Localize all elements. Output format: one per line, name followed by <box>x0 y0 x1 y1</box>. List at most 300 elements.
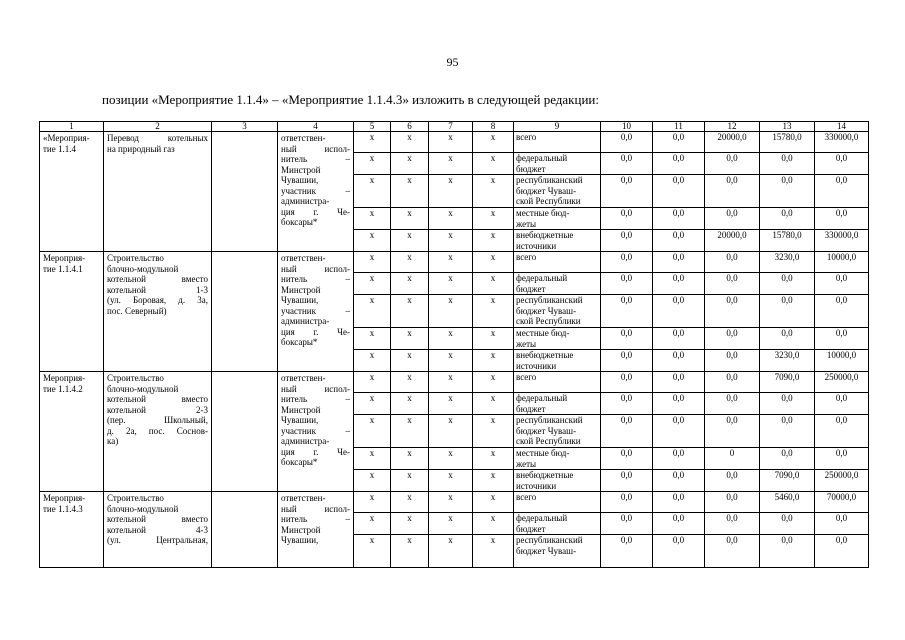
column-3-cell <box>212 372 278 492</box>
value-v13: 15780,0 <box>760 132 815 153</box>
mark-cell: x <box>473 175 514 208</box>
value-v14: 0,0 <box>815 175 869 208</box>
value-v12: 0,0 <box>705 393 760 415</box>
value-v11: 0,0 <box>653 208 705 230</box>
funding-source-line: федеральный <box>516 393 568 403</box>
measure-description <box>104 252 212 372</box>
column-header-9: 9 <box>514 122 601 132</box>
executor-line: ция г. Че- <box>281 326 350 337</box>
executor-line: ответствен- <box>281 253 326 263</box>
funding-source <box>514 513 601 535</box>
measure-description-line: Строительство <box>107 493 164 503</box>
measure-name-line: тие 1.1.4.2 <box>43 383 83 394</box>
value-v11: 0,0 <box>653 295 705 328</box>
column-header-3: 3 <box>212 122 278 132</box>
mark-cell: x <box>473 350 514 372</box>
value-v10: 0,0 <box>601 448 653 470</box>
mark-cell: x <box>473 132 514 153</box>
value-v12: 0 <box>705 448 760 470</box>
value-v11: 0,0 <box>653 230 705 252</box>
executor-line: боксары* <box>281 217 318 227</box>
value-v12: 0,0 <box>705 295 760 328</box>
mark-cell: x <box>473 295 514 328</box>
value-v13: 0,0 <box>760 328 815 350</box>
executor-line: администра- <box>281 316 330 326</box>
mark-cell: x <box>354 535 391 568</box>
funding-source-line: бюджет <box>516 283 546 294</box>
value-v12: 0,0 <box>705 372 760 393</box>
value-v10: 0,0 <box>601 492 653 513</box>
mark-cell: x <box>429 252 473 273</box>
executor-line: нитель – <box>281 514 350 524</box>
column-header-14: 14 <box>815 122 869 132</box>
mark-cell: x <box>354 208 391 230</box>
funding-source-line: местные бюд- <box>516 448 570 458</box>
funding-source-line: внебюджетные <box>516 230 574 240</box>
value-v10: 0,0 <box>601 208 653 230</box>
funding-source-line: внебюджетные <box>516 470 574 480</box>
funding-source <box>514 175 601 208</box>
measure-name <box>40 252 104 372</box>
funding-source-line: ской Республики <box>516 196 581 206</box>
value-v12: 0,0 <box>705 273 760 295</box>
measure-description-line: на природный газ <box>107 143 175 154</box>
mark-cell: x <box>429 273 473 295</box>
executor-line: ция г. Че- <box>281 206 350 217</box>
value-v13: 0,0 <box>760 295 815 328</box>
executor <box>278 372 354 492</box>
value-v11: 0,0 <box>653 132 705 153</box>
mark-cell: x <box>429 448 473 470</box>
funding-source <box>514 415 601 448</box>
value-v11: 0,0 <box>653 448 705 470</box>
mark-cell: x <box>473 273 514 295</box>
funding-source-line: бюджет <box>516 523 546 534</box>
funding-source <box>514 230 601 252</box>
executor-line: Чувашии, <box>281 415 319 425</box>
executor-line: ция г. Че- <box>281 446 350 457</box>
value-v14: 250000,0 <box>815 372 869 393</box>
mark-cell: x <box>473 208 514 230</box>
column-3-cell <box>212 132 278 252</box>
funding-source <box>514 252 601 273</box>
value-v10: 0,0 <box>601 175 653 208</box>
executor <box>278 492 354 568</box>
mark-cell: x <box>429 132 473 153</box>
funding-source <box>514 273 601 295</box>
mark-cell: x <box>391 132 429 153</box>
funding-source <box>514 470 601 492</box>
column-header-10: 10 <box>601 122 653 132</box>
mark-cell: x <box>429 372 473 393</box>
value-v10: 0,0 <box>601 372 653 393</box>
value-v14: 10000,0 <box>815 252 869 273</box>
measure-name <box>40 492 104 568</box>
mark-cell: x <box>429 470 473 492</box>
executor-line: участник – <box>281 185 350 196</box>
value-v10: 0,0 <box>601 470 653 492</box>
mark-cell: x <box>473 513 514 535</box>
funding-source-line: жеты <box>516 338 537 349</box>
mark-cell: x <box>429 513 473 535</box>
mark-cell: x <box>473 535 514 568</box>
executor-line: ный испол- <box>281 143 350 154</box>
measure-description-line: блочно-модульной <box>107 263 179 274</box>
executor-line: боксары* <box>281 337 318 347</box>
mark-cell: x <box>354 295 391 328</box>
funding-source <box>514 328 601 350</box>
executor <box>278 252 354 372</box>
table-row <box>40 132 869 153</box>
funding-source <box>514 492 601 513</box>
value-v14: 0,0 <box>815 295 869 328</box>
value-v12: 0,0 <box>705 415 760 448</box>
mark-cell: x <box>473 252 514 273</box>
measure-name-line: тие 1.1.4 <box>43 143 76 154</box>
measure-description-line: блочно-модульной <box>107 503 179 514</box>
funding-source <box>514 208 601 230</box>
value-v14: 0,0 <box>815 393 869 415</box>
funding-source-line: всего <box>516 492 537 502</box>
funding-source-line: федеральный <box>516 513 568 523</box>
mark-cell: x <box>391 372 429 393</box>
mark-cell: x <box>391 393 429 415</box>
value-v12: 0,0 <box>705 350 760 372</box>
mark-cell: x <box>473 372 514 393</box>
measure-description <box>104 132 212 252</box>
funding-source-line: республиканский <box>516 535 583 545</box>
mark-cell: x <box>354 492 391 513</box>
executor-line: Минстрой <box>281 164 321 175</box>
measure-description-line: (ул. Боровая, д. 3а, <box>107 295 208 305</box>
funding-source-line: республиканский <box>516 415 583 425</box>
mark-cell: x <box>473 328 514 350</box>
mark-cell: x <box>473 470 514 492</box>
value-v12: 0,0 <box>705 252 760 273</box>
value-v14: 330000,0 <box>815 132 869 153</box>
executor-line: ный испол- <box>281 383 350 394</box>
funding-source-line: республиканский <box>516 295 583 305</box>
value-v11: 0,0 <box>653 350 705 372</box>
funding-source-line: источники <box>516 240 557 251</box>
value-v10: 0,0 <box>601 328 653 350</box>
value-v13: 0,0 <box>760 153 815 175</box>
executor-line: Минстрой <box>281 404 321 415</box>
funding-source <box>514 372 601 393</box>
mark-cell: x <box>391 295 429 328</box>
column-header-5: 5 <box>354 122 391 132</box>
table-row <box>40 372 869 393</box>
value-v12: 0,0 <box>705 492 760 513</box>
value-v13: 0,0 <box>760 208 815 230</box>
mark-cell: x <box>429 535 473 568</box>
value-v10: 0,0 <box>601 415 653 448</box>
mark-cell: x <box>473 448 514 470</box>
value-v13: 15780,0 <box>760 230 815 252</box>
measure-description-line: котельной вместо <box>107 274 208 284</box>
value-v10: 0,0 <box>601 252 653 273</box>
executor-line: Минстрой <box>281 284 321 295</box>
funding-source-line: бюджет <box>516 163 546 174</box>
mark-cell: x <box>354 230 391 252</box>
measure-description-line: (пер. Школьный, <box>107 415 208 425</box>
value-v13: 3230,0 <box>760 252 815 273</box>
value-v13: 0,0 <box>760 415 815 448</box>
funding-source-line: бюджет Чуваш- <box>516 185 577 196</box>
value-v14: 0,0 <box>815 328 869 350</box>
mark-cell: x <box>391 252 429 273</box>
value-v13: 0,0 <box>760 273 815 295</box>
measure-description-line: котельной вместо <box>107 514 208 524</box>
mark-cell: x <box>429 393 473 415</box>
measure-name-line: Мероприя- <box>43 253 86 263</box>
value-v14: 70000,0 <box>815 492 869 513</box>
page-number: 95 <box>446 55 459 69</box>
executor-line: ответствен- <box>281 373 326 383</box>
value-v13: 0,0 <box>760 448 815 470</box>
value-v11: 0,0 <box>653 393 705 415</box>
column-header-6: 6 <box>391 122 429 132</box>
intro-text: позиции «Мероприятие 1.1.4» – «Мероприятие 1.1.4.3» изложить в следующей редакции: <box>102 92 599 107</box>
mark-cell: x <box>473 393 514 415</box>
value-v11: 0,0 <box>653 175 705 208</box>
funding-source-line: жеты <box>516 458 537 469</box>
value-v12: 0,0 <box>705 208 760 230</box>
executor-line: ответствен- <box>281 133 326 143</box>
column-header-12: 12 <box>705 122 760 132</box>
value-v11: 0,0 <box>653 415 705 448</box>
value-v11: 0,0 <box>653 470 705 492</box>
value-v10: 0,0 <box>601 350 653 372</box>
mark-cell: x <box>429 350 473 372</box>
executor-line: нитель – <box>281 274 350 284</box>
funding-source-line: бюджет <box>516 403 546 414</box>
value-v14: 0,0 <box>815 415 869 448</box>
executor-line: Чувашии, <box>281 175 319 185</box>
value-v12: 20000,0 <box>705 132 760 153</box>
measures-table <box>39 121 869 568</box>
funding-source-line: внебюджетные <box>516 350 574 360</box>
mark-cell: x <box>354 175 391 208</box>
funding-source-line: всего <box>516 252 537 262</box>
funding-source-line: жеты <box>516 218 537 229</box>
funding-source-line: местные бюд- <box>516 208 570 218</box>
value-v11: 0,0 <box>653 153 705 175</box>
funding-source-line: бюджет Чуваш- <box>516 425 577 436</box>
mark-cell: x <box>429 208 473 230</box>
value-v11: 0,0 <box>653 273 705 295</box>
funding-source <box>514 132 601 153</box>
mark-cell: x <box>391 535 429 568</box>
mark-cell: x <box>354 393 391 415</box>
mark-cell: x <box>391 350 429 372</box>
executor-line: администра- <box>281 436 330 446</box>
value-v14: 250000,0 <box>815 470 869 492</box>
mark-cell: x <box>391 328 429 350</box>
funding-source-line: республиканский <box>516 175 583 185</box>
column-3-cell <box>212 492 278 568</box>
funding-source <box>514 393 601 415</box>
measure-name <box>40 372 104 492</box>
executor-line: Чувашии, <box>281 535 319 545</box>
column-header-4: 4 <box>278 122 354 132</box>
mark-cell: x <box>354 372 391 393</box>
value-v14: 0,0 <box>815 448 869 470</box>
measure-description-line: ка) <box>107 436 119 446</box>
mark-cell: x <box>429 230 473 252</box>
funding-source-line: местные бюд- <box>516 328 570 338</box>
executor-line: боксары* <box>281 457 318 467</box>
executor-line: ный испол- <box>281 263 350 274</box>
funding-source-line: всего <box>516 372 537 382</box>
executor <box>278 132 354 252</box>
mark-cell: x <box>354 350 391 372</box>
mark-cell: x <box>429 153 473 175</box>
measure-name-line: «Мероприя- <box>43 133 90 143</box>
column-header-11: 11 <box>653 122 705 132</box>
value-v14: 0,0 <box>815 513 869 535</box>
column-3-cell <box>212 252 278 372</box>
measure-description-line: Строительство <box>107 373 164 383</box>
executor-line: нитель – <box>281 394 350 404</box>
value-v13: 3230,0 <box>760 350 815 372</box>
funding-source-line: источники <box>516 480 557 491</box>
measure-description <box>104 372 212 492</box>
mark-cell: x <box>391 470 429 492</box>
mark-cell: x <box>391 448 429 470</box>
value-v12: 0,0 <box>705 513 760 535</box>
value-v13: 7090,0 <box>760 470 815 492</box>
executor-line: ответствен- <box>281 493 326 503</box>
measure-description-line: д. 2а, пос. Соснов- <box>107 425 208 436</box>
executor-line: нитель – <box>281 154 350 164</box>
mark-cell: x <box>473 230 514 252</box>
mark-cell: x <box>354 513 391 535</box>
mark-cell: x <box>429 175 473 208</box>
executor-line: ный испол- <box>281 503 350 514</box>
mark-cell: x <box>473 153 514 175</box>
mark-cell: x <box>391 273 429 295</box>
value-v12: 0,0 <box>705 470 760 492</box>
mark-cell: x <box>354 415 391 448</box>
measure-description-line: котельной вместо <box>107 394 208 404</box>
mark-cell: x <box>429 328 473 350</box>
value-v14: 0,0 <box>815 535 869 568</box>
funding-source-line: источники <box>516 360 557 371</box>
value-v11: 0,0 <box>653 492 705 513</box>
measure-description-line: котельной 1-3 <box>107 284 208 295</box>
value-v14: 0,0 <box>815 208 869 230</box>
mark-cell: x <box>391 175 429 208</box>
measure-description-line: (ул. Центральная, <box>107 535 208 545</box>
mark-cell: x <box>473 492 514 513</box>
measure-name-line: тие 1.1.4.3 <box>43 503 83 514</box>
funding-source <box>514 153 601 175</box>
value-v10: 0,0 <box>601 295 653 328</box>
value-v12: 20000,0 <box>705 230 760 252</box>
executor-line: участник – <box>281 305 350 316</box>
executor-line: Чувашии, <box>281 295 319 305</box>
value-v13: 0,0 <box>760 175 815 208</box>
value-v10: 0,0 <box>601 230 653 252</box>
value-v11: 0,0 <box>653 513 705 535</box>
value-v10: 0,0 <box>601 535 653 568</box>
mark-cell: x <box>429 295 473 328</box>
column-header-1: 1 <box>40 122 104 132</box>
mark-cell: x <box>354 470 391 492</box>
measure-name <box>40 132 104 252</box>
mark-cell: x <box>391 415 429 448</box>
header-row <box>40 122 869 132</box>
value-v10: 0,0 <box>601 132 653 153</box>
mark-cell: x <box>429 415 473 448</box>
measure-description-line: котельной 4-3 <box>107 524 208 535</box>
value-v12: 0,0 <box>705 535 760 568</box>
executor-line: администра- <box>281 196 330 206</box>
value-v10: 0,0 <box>601 153 653 175</box>
measure-name-line: тие 1.1.4.1 <box>43 263 83 274</box>
value-v12: 0,0 <box>705 175 760 208</box>
measure-description-line: пос. Северный) <box>107 305 167 316</box>
mark-cell: x <box>354 448 391 470</box>
value-v10: 0,0 <box>601 513 653 535</box>
value-v14: 0,0 <box>815 153 869 175</box>
funding-source <box>514 535 601 568</box>
funding-source <box>514 295 601 328</box>
value-v11: 0,0 <box>653 372 705 393</box>
measure-name-line: Мероприя- <box>43 493 86 503</box>
table-row <box>40 492 869 513</box>
mark-cell: x <box>391 230 429 252</box>
measure-description <box>104 492 212 568</box>
value-v13: 0,0 <box>760 535 815 568</box>
funding-source-line: ской Республики <box>516 316 581 326</box>
value-v11: 0,0 <box>653 328 705 350</box>
measure-description-line: Перевод котельных <box>107 133 208 143</box>
value-v11: 0,0 <box>653 252 705 273</box>
funding-source <box>514 350 601 372</box>
value-v12: 0,0 <box>705 153 760 175</box>
value-v11: 0,0 <box>653 535 705 568</box>
value-v14: 10000,0 <box>815 350 869 372</box>
executor-line: Минстрой <box>281 524 321 535</box>
mark-cell: x <box>391 492 429 513</box>
mark-cell: x <box>473 415 514 448</box>
mark-cell: x <box>391 153 429 175</box>
funding-source-line: ской Республики <box>516 436 581 446</box>
funding-source-line: федеральный <box>516 153 568 163</box>
value-v13: 0,0 <box>760 393 815 415</box>
funding-source-line: бюджет Чуваш- <box>516 305 577 316</box>
mark-cell: x <box>429 492 473 513</box>
column-header-13: 13 <box>760 122 815 132</box>
measure-description-line: котельной 2-3 <box>107 404 208 415</box>
mark-cell: x <box>354 153 391 175</box>
value-v10: 0,0 <box>601 273 653 295</box>
value-v13: 0,0 <box>760 513 815 535</box>
funding-source-line: федеральный <box>516 273 568 283</box>
value-v14: 330000,0 <box>815 230 869 252</box>
mark-cell: x <box>354 252 391 273</box>
funding-source-line: бюджет Чуваш- <box>516 545 577 556</box>
mark-cell: x <box>354 328 391 350</box>
funding-source-line: всего <box>516 132 537 142</box>
measure-name-line: Мероприя- <box>43 373 86 383</box>
column-header-2: 2 <box>104 122 212 132</box>
mark-cell: x <box>354 273 391 295</box>
value-v14: 0,0 <box>815 273 869 295</box>
value-v10: 0,0 <box>601 393 653 415</box>
